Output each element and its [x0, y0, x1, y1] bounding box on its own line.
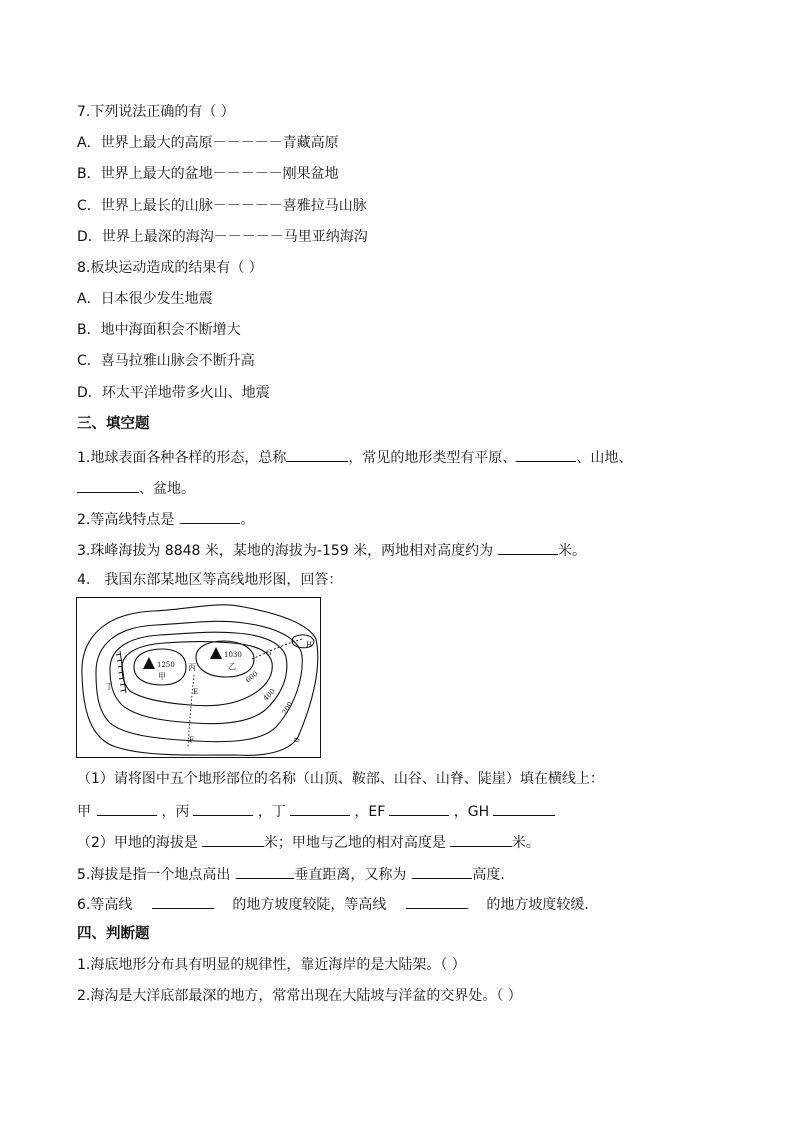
- contour-map: [76, 597, 321, 758]
- s3-q1-line2: 、盆地。: [77, 478, 195, 498]
- answer-blank[interactable]: [286, 447, 348, 462]
- answer-blank[interactable]: [493, 801, 555, 816]
- contour-label-600: 600: [244, 669, 260, 685]
- answer-blank[interactable]: [180, 509, 240, 524]
- answer-blank[interactable]: [498, 540, 558, 555]
- answer-blank[interactable]: [389, 801, 449, 816]
- peak-elev-jia: 1250: [157, 661, 175, 669]
- answer-blank[interactable]: [412, 864, 472, 879]
- peak-name-jia: 甲: [158, 672, 166, 681]
- s3-q3: 3.珠峰海拔为 8848 米，某地的海拔为-159 米，两地相对高度约为 米。: [77, 540, 586, 560]
- contour-label-400: 400: [261, 687, 277, 703]
- q8-stem: 8.板块运动造成的结果有（ ）: [77, 260, 263, 276]
- q7-option-b: B．世界上最大的盆地－－－－－刚果盆地: [77, 166, 339, 182]
- q7-option-a: A．世界上最大的高原－－－－－青藏高原: [77, 135, 339, 151]
- answer-blank[interactable]: [406, 894, 468, 909]
- s3-q4-sub2: （2）甲地的海拔是 米；甲地与乙地的相对高度是 米。: [77, 832, 540, 852]
- answer-blank[interactable]: [97, 801, 157, 816]
- point-g-label: G: [266, 649, 272, 657]
- q8-option-b: B．地中海面积会不断增大: [77, 322, 241, 338]
- q8-option-d: D．环太平洋地带多火山、地震: [77, 385, 270, 401]
- contour-map-svg: [76, 597, 321, 758]
- answer-blank[interactable]: [516, 447, 576, 462]
- answer-blank[interactable]: [77, 478, 139, 493]
- q8-option-a: A．日本很少发生地震: [77, 291, 213, 307]
- point-f-label: F: [189, 736, 194, 744]
- s4-item-2: 2.海沟是大洋底部最深的地方，常常出现在大陆坡与洋盆的交界处。（ ）: [77, 988, 522, 1004]
- answer-blank[interactable]: [236, 864, 294, 879]
- point-h-label: H: [306, 641, 313, 649]
- point-e-label: E: [193, 688, 199, 696]
- s3-q5: 5.海拔是指一个地点高出 垂直距离，又称为 高度．: [77, 864, 514, 884]
- map-frame: [77, 598, 321, 758]
- section4-title: 四、判断题: [77, 926, 150, 942]
- q7-option-d: D．世界上最深的海沟－－－－－马里亚纳海沟: [77, 229, 368, 245]
- q8-option-c: C．喜马拉雅山脉会不断升高: [77, 353, 255, 369]
- s3-q2: 2.等高线特点是 。: [77, 509, 254, 529]
- s3-q4-sub1-blanks: 甲 ，丙 ，丁 ，EF ，GH: [77, 801, 555, 821]
- q7-stem: 7.下列说法正确的有（ ）: [77, 104, 235, 120]
- s4-item-1: 1.海底地形分布具有明显的规律性，靠近海岸的是大陆架。（ ）: [77, 957, 466, 973]
- section3-title: 三、填空题: [77, 416, 150, 432]
- q7-option-c: C．世界上最长的山脉－－－－－喜雅拉马山脉: [77, 198, 367, 214]
- s3-q4-sub1: （1）请将图中五个地形部位的名称（山顶、鞍部、山谷、山脊、陡崖）填在横线上：: [77, 771, 604, 787]
- answer-blank[interactable]: [152, 894, 214, 909]
- answer-blank[interactable]: [290, 801, 350, 816]
- saddle-label: 丙: [188, 663, 196, 672]
- s3-q1-line1: 1.地球表面各种各样的形态，总称 ，常见的地形类型有平原、 、山地、: [77, 447, 632, 467]
- peak-elev-yi: 1030: [224, 651, 242, 659]
- contour-label-0: 0: [292, 736, 302, 744]
- cliff-label: 丁: [105, 682, 113, 691]
- answer-blank[interactable]: [202, 832, 264, 847]
- contour-label-200: 200: [280, 700, 295, 716]
- answer-blank[interactable]: [450, 832, 512, 847]
- answer-blank[interactable]: [193, 801, 253, 816]
- s3-q4-stem: 4. 我国东部某地区等高线地形图，回答：: [77, 572, 343, 588]
- peak-name-yi: 乙: [228, 662, 236, 671]
- s3-q6: 6.等高线 的地方坡度较陡，等高线 的地方坡度较缓．: [77, 894, 598, 914]
